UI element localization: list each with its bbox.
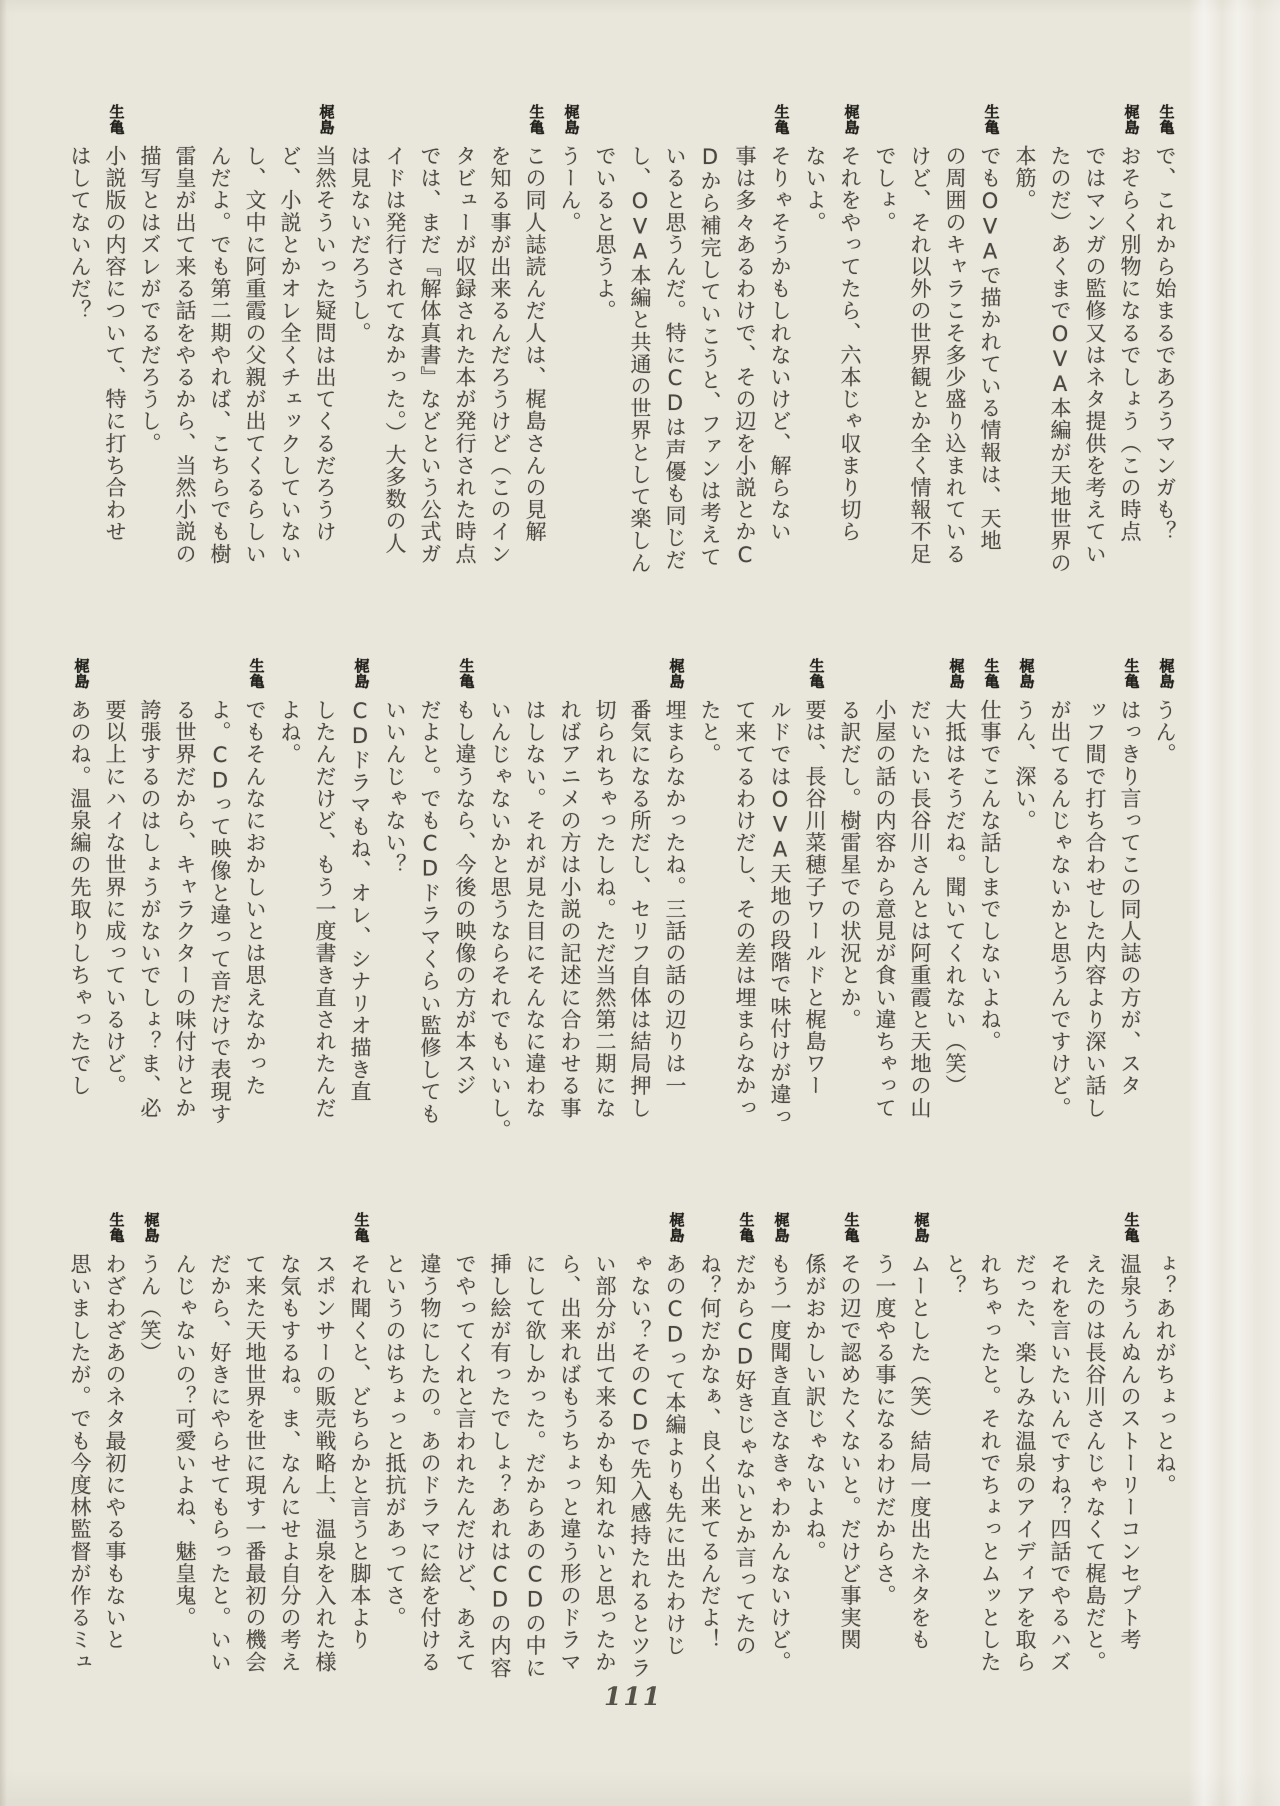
text-line: 要以上にハイな世界に成っているけど。 [103,699,127,1097]
speaker-label: 生亀 [457,658,476,689]
text-line: んだよ。でも第二期やれば、こちらでも樹 [208,145,232,565]
text-line: い部分が出て来るかも知れないと思ったか [593,1253,617,1673]
dialogue-turn [867,1212,937,1682]
text-line: て来てるわけだし、その差は埋まらなかっ [733,699,757,1119]
text-line: でいると思うよ。 [593,145,617,322]
text-line: ムーとした（笑）結局一度出たネタをも [908,1253,932,1651]
speaker-label: 梶島 [72,658,91,689]
text-line: たと。 [698,699,722,766]
text-line: 小説版の内容について、特に打ち合わせ [103,145,127,543]
text-line: る訳だし。樹雷星での状況とか。 [838,699,862,1031]
dialogue-turn [762,1212,797,1682]
text-line: この同人誌読んだ人は、梶島さんの見解 [523,145,547,543]
text-line: はしない。それが見た目にそんなに違わな [523,699,547,1119]
interview-block-top [62,104,1182,574]
text-line: ど、小説とかオレ全くチェックしていない [278,145,302,565]
text-line: で、これから始まるであろうマンガも？ [1153,145,1177,543]
text-line: わざわざあのネタ最初にやる事もないと [103,1253,127,1651]
text-line: ら、出来ればもうちょっと違う形のドラマ [558,1253,582,1673]
text-line: よね。 [278,699,302,766]
text-line: 小屋の話の内容から意見が食い違ちゃって [873,699,897,1119]
text-line: 番気になる所だし、セリフ自体は結局押し [628,699,652,1119]
speaker-label: 生亀 [772,104,791,135]
dialogue-turn [552,104,587,574]
text-line: よ。CDって映像と違って音だけで表現す [208,699,232,1125]
text-line: いいんじゃない？ [383,699,407,876]
dialogue-turn [797,1212,867,1682]
text-line: うーん。 [558,145,582,234]
text-line: だよと。でもCDドラマくらい監修しても [418,699,442,1125]
text-line: うん。 [1153,699,1177,766]
text-line: ればアニメの方は小説の記述に合わせる事 [558,699,582,1119]
text-line: 仕事でこんな話しまでしないよね。 [978,699,1002,1053]
speaker-label: 生亀 [737,1212,756,1243]
speaker-label: 生亀 [982,658,1001,689]
text-line: 挿し絵が有ったでしょ？あれはCDの内容 [488,1253,512,1679]
text-line: 係がおかしい訳じゃないよね。 [803,1253,827,1563]
speaker-label: 生亀 [352,1212,371,1243]
text-line: でしょ。 [873,145,897,234]
speaker-label: 梶島 [667,658,686,689]
speaker-label: 梶島 [142,1212,161,1243]
dialogue-turn [62,104,132,574]
text-line: だった、楽しみな温泉のアイディアを取ら [1013,1253,1037,1673]
text-line: それ聞くと、どちらかと言うと脚本より [348,1253,372,1651]
dialogue-turn [97,658,272,1128]
speaker-label: 梶島 [352,658,371,689]
dialogue-turn [797,104,867,574]
text-line: それを言いたいんですね？四話でやるハズ [1048,1253,1072,1673]
text-line: はしてないんだ？ [68,145,92,322]
interview-block-middle [62,658,1182,1141]
text-line: えたのは長谷川さんじゃなくて梶島だと。 [1083,1253,1107,1673]
text-line: を知る事が出来るんだろうけど（このイン [488,145,512,565]
text-line: そりゃそうかもしれないけど、解らない [768,145,792,543]
speaker-label: 梶島 [667,1212,686,1243]
dialogue-turn [692,1212,762,1682]
text-line: いんじゃないかと思うならそれでもいいし。 [488,699,512,1141]
speaker-label: 梶島 [562,104,581,135]
text-line: スポンサーの販売戦略上、温泉を入れた様 [313,1253,337,1673]
dialogue-turn [62,658,97,1128]
text-line: て来た天地世界を世に現す一番最初の機会 [243,1253,267,1673]
dialogue-turn [1007,104,1147,574]
dialogue-turn [692,658,832,1128]
text-line: ッフ間で打ち合わせした内容より深い話し [1083,699,1107,1119]
text-line: たのだ）あくまでOVA本編が天地世界の [1048,145,1072,574]
text-line: 大抵はそうだね。聞いてくれない（笑） [943,699,967,1097]
speaker-label: 梶島 [947,658,966,689]
text-line: し、OVA本編と共通の世界として楽しん [628,145,652,574]
dialogue-turn [62,1212,132,1682]
text-line: う一度やる事になるわけだからさ。 [873,1253,897,1607]
text-line: の周囲のキャラこそ多少盛り込まれている [943,145,967,565]
speaker-label: 生亀 [842,1212,861,1243]
speaker-label: 梶島 [912,1212,931,1243]
text-line: おそらく別物になるでしょう（この時点 [1118,145,1142,543]
text-line: 雷皇が出て来る話をやるから、当然小説の [173,145,197,565]
dialogue-turn [1042,658,1147,1128]
speaker-label: 生亀 [1122,1212,1141,1243]
page-number: 111 [604,1682,663,1711]
dialogue-turn [867,104,1007,574]
speaker-label: 生亀 [807,658,826,689]
text-line: 要は、長谷川菜穂子ワールドと梶島ワー [803,699,827,1097]
text-line: タビューが収録された本が発行された時点 [453,145,477,565]
speaker-label: 生亀 [527,104,546,135]
speaker-label: 梶島 [772,1212,791,1243]
text-line: ょ？あれがちょっとね。 [1153,1253,1177,1497]
text-line: うん（笑） [138,1253,162,1364]
text-line: あのね。温泉編の先取りしちゃったでし [68,699,92,1097]
text-line: 思いましたが。でも今度林監督が作るミュ [68,1253,92,1673]
text-line: し、文中に阿重霞の父親が出てくるらしい [243,145,267,565]
speaker-label: 生亀 [247,658,266,689]
text-line: では、まだ『解体真書』などという公式ガ [418,145,442,565]
text-line: けど、それ以外の世界観とか全く情報不足 [908,145,932,565]
dialogue-turn [167,1212,377,1682]
dialogue-turn [832,658,972,1128]
dialogue-turn [587,104,797,574]
dialogue-turn [1007,658,1042,1128]
text-line: ルドではOVA天地の段階で味付けが違っ [768,699,792,1128]
dialogue-turn [377,658,482,1128]
text-line: はっきり言ってこの同人誌の方が、スタ [1118,699,1142,1097]
dialogue-turn [972,658,1007,1128]
text-line: したんだけど、もう一度書き直されたんだ [313,699,337,1119]
speaker-label: 生亀 [1122,658,1141,689]
text-line: だいたい長谷川さんとは阿重霞と天地の山 [908,699,932,1119]
text-line: というのはちょっと抵抗があってさ。 [383,1253,407,1629]
text-line: 埋まらなかったね。三話の話の辺りは一 [663,699,687,1097]
text-line: は見ないだろうし。 [348,145,372,344]
text-line: 事は多々あるわけで、その辺を小説とかC [733,145,757,568]
text-line: んじゃないの？可愛いよね、魅皇鬼。 [173,1253,197,1629]
text-line: ね？何だかなぁ、良く出来てるんだよ！ [698,1253,722,1651]
text-line: Dから補完していこうと、ファンは考えて [698,145,722,568]
text-line: それをやってたら、六本じゃ収まり切ら [838,145,862,543]
text-line: れちゃったと。それでちょっとムッとした [978,1253,1002,1673]
text-line: その辺で認めたくないと。だけど事実関 [838,1253,862,1651]
text-line: 温泉うんぬんのストーリーコンセプト考 [1118,1253,1142,1651]
text-line: でやってくれと言われたんだけど、あえて [453,1253,477,1673]
text-line: る世界だから、キャラクターの味付けとか [173,699,197,1119]
text-line: 本筋。 [1013,145,1037,212]
speaker-label: 梶島 [317,104,336,135]
text-line: ではマンガの監修又はネタ提供を考えてい [1083,145,1107,565]
text-line: ないよ。 [803,145,827,234]
dialogue-turn [377,1212,692,1682]
text-line: 描写とはズレがでるだろうし。 [138,145,162,455]
dialogue-turn [132,104,342,574]
dialogue-turn [1147,658,1182,1128]
interview-block-bottom [62,1212,1182,1682]
text-line: 当然そういった疑問は出てくるだろうけ [313,145,337,543]
speaker-label: 梶島 [1122,104,1141,135]
text-line: でもOVAで描かれている情報は、天地 [978,145,1002,552]
dialogue-turn [482,658,692,1141]
speaker-label: 生亀 [107,1212,126,1243]
speaker-label: 生亀 [1157,104,1176,135]
text-line: うん、深い。 [1013,699,1037,832]
text-line: と？ [943,1253,967,1298]
text-line: 切られちゃったしね。ただ当然第二期にな [593,699,617,1119]
dialogue-turn [1147,104,1182,574]
text-line: あのCDって本編よりも先に出たわけじ [663,1253,687,1657]
text-line: いると思うんだ。特にCDは声優も同じだ [663,145,687,571]
speaker-label: 梶島 [842,104,861,135]
speaker-label: 生亀 [107,104,126,135]
dialogue-turn [1147,1212,1182,1682]
text-line: イドは発行されてなかった。）大多数の人 [383,145,407,555]
text-line: もし違うなら、今後の映像の方が本スジ [453,699,477,1097]
speaker-label: 梶島 [1017,658,1036,689]
text-line: CDドラマもね、オレ、シナリオ描き直 [348,699,372,1103]
speaker-label: 梶島 [1157,658,1176,689]
dialogue-turn [342,104,552,574]
text-line: な気もするね。ま、なんにせよ自分の考え [278,1253,302,1673]
text-line: 誇張するのはしょうがないでしょ？ま、必 [138,699,162,1119]
dialogue-turn [132,1212,167,1682]
text-line: 違う物にしたの。あのドラマに絵を付ける [418,1253,442,1673]
text-line: もう一度聞き直さなきゃわかんないけど。 [768,1253,792,1673]
text-line: だからCD好きじゃないとか言ってたの [733,1253,757,1657]
text-line: が出てるんじゃないかと思うんですけど。 [1048,699,1072,1119]
dialogue-turn [937,1212,1147,1682]
text-line: だから、好きにやらせてもらったと。いい [208,1253,232,1673]
text-line: でもそんなにおかしいとは思えなかった [243,699,267,1097]
speaker-label: 生亀 [982,104,1001,135]
dialogue-turn [272,658,377,1128]
text-line: ゃない？そのCDで先入感持たれるとツラ [628,1253,652,1679]
text-line: にして欲しかった。だからあのCDの中に [523,1253,547,1679]
